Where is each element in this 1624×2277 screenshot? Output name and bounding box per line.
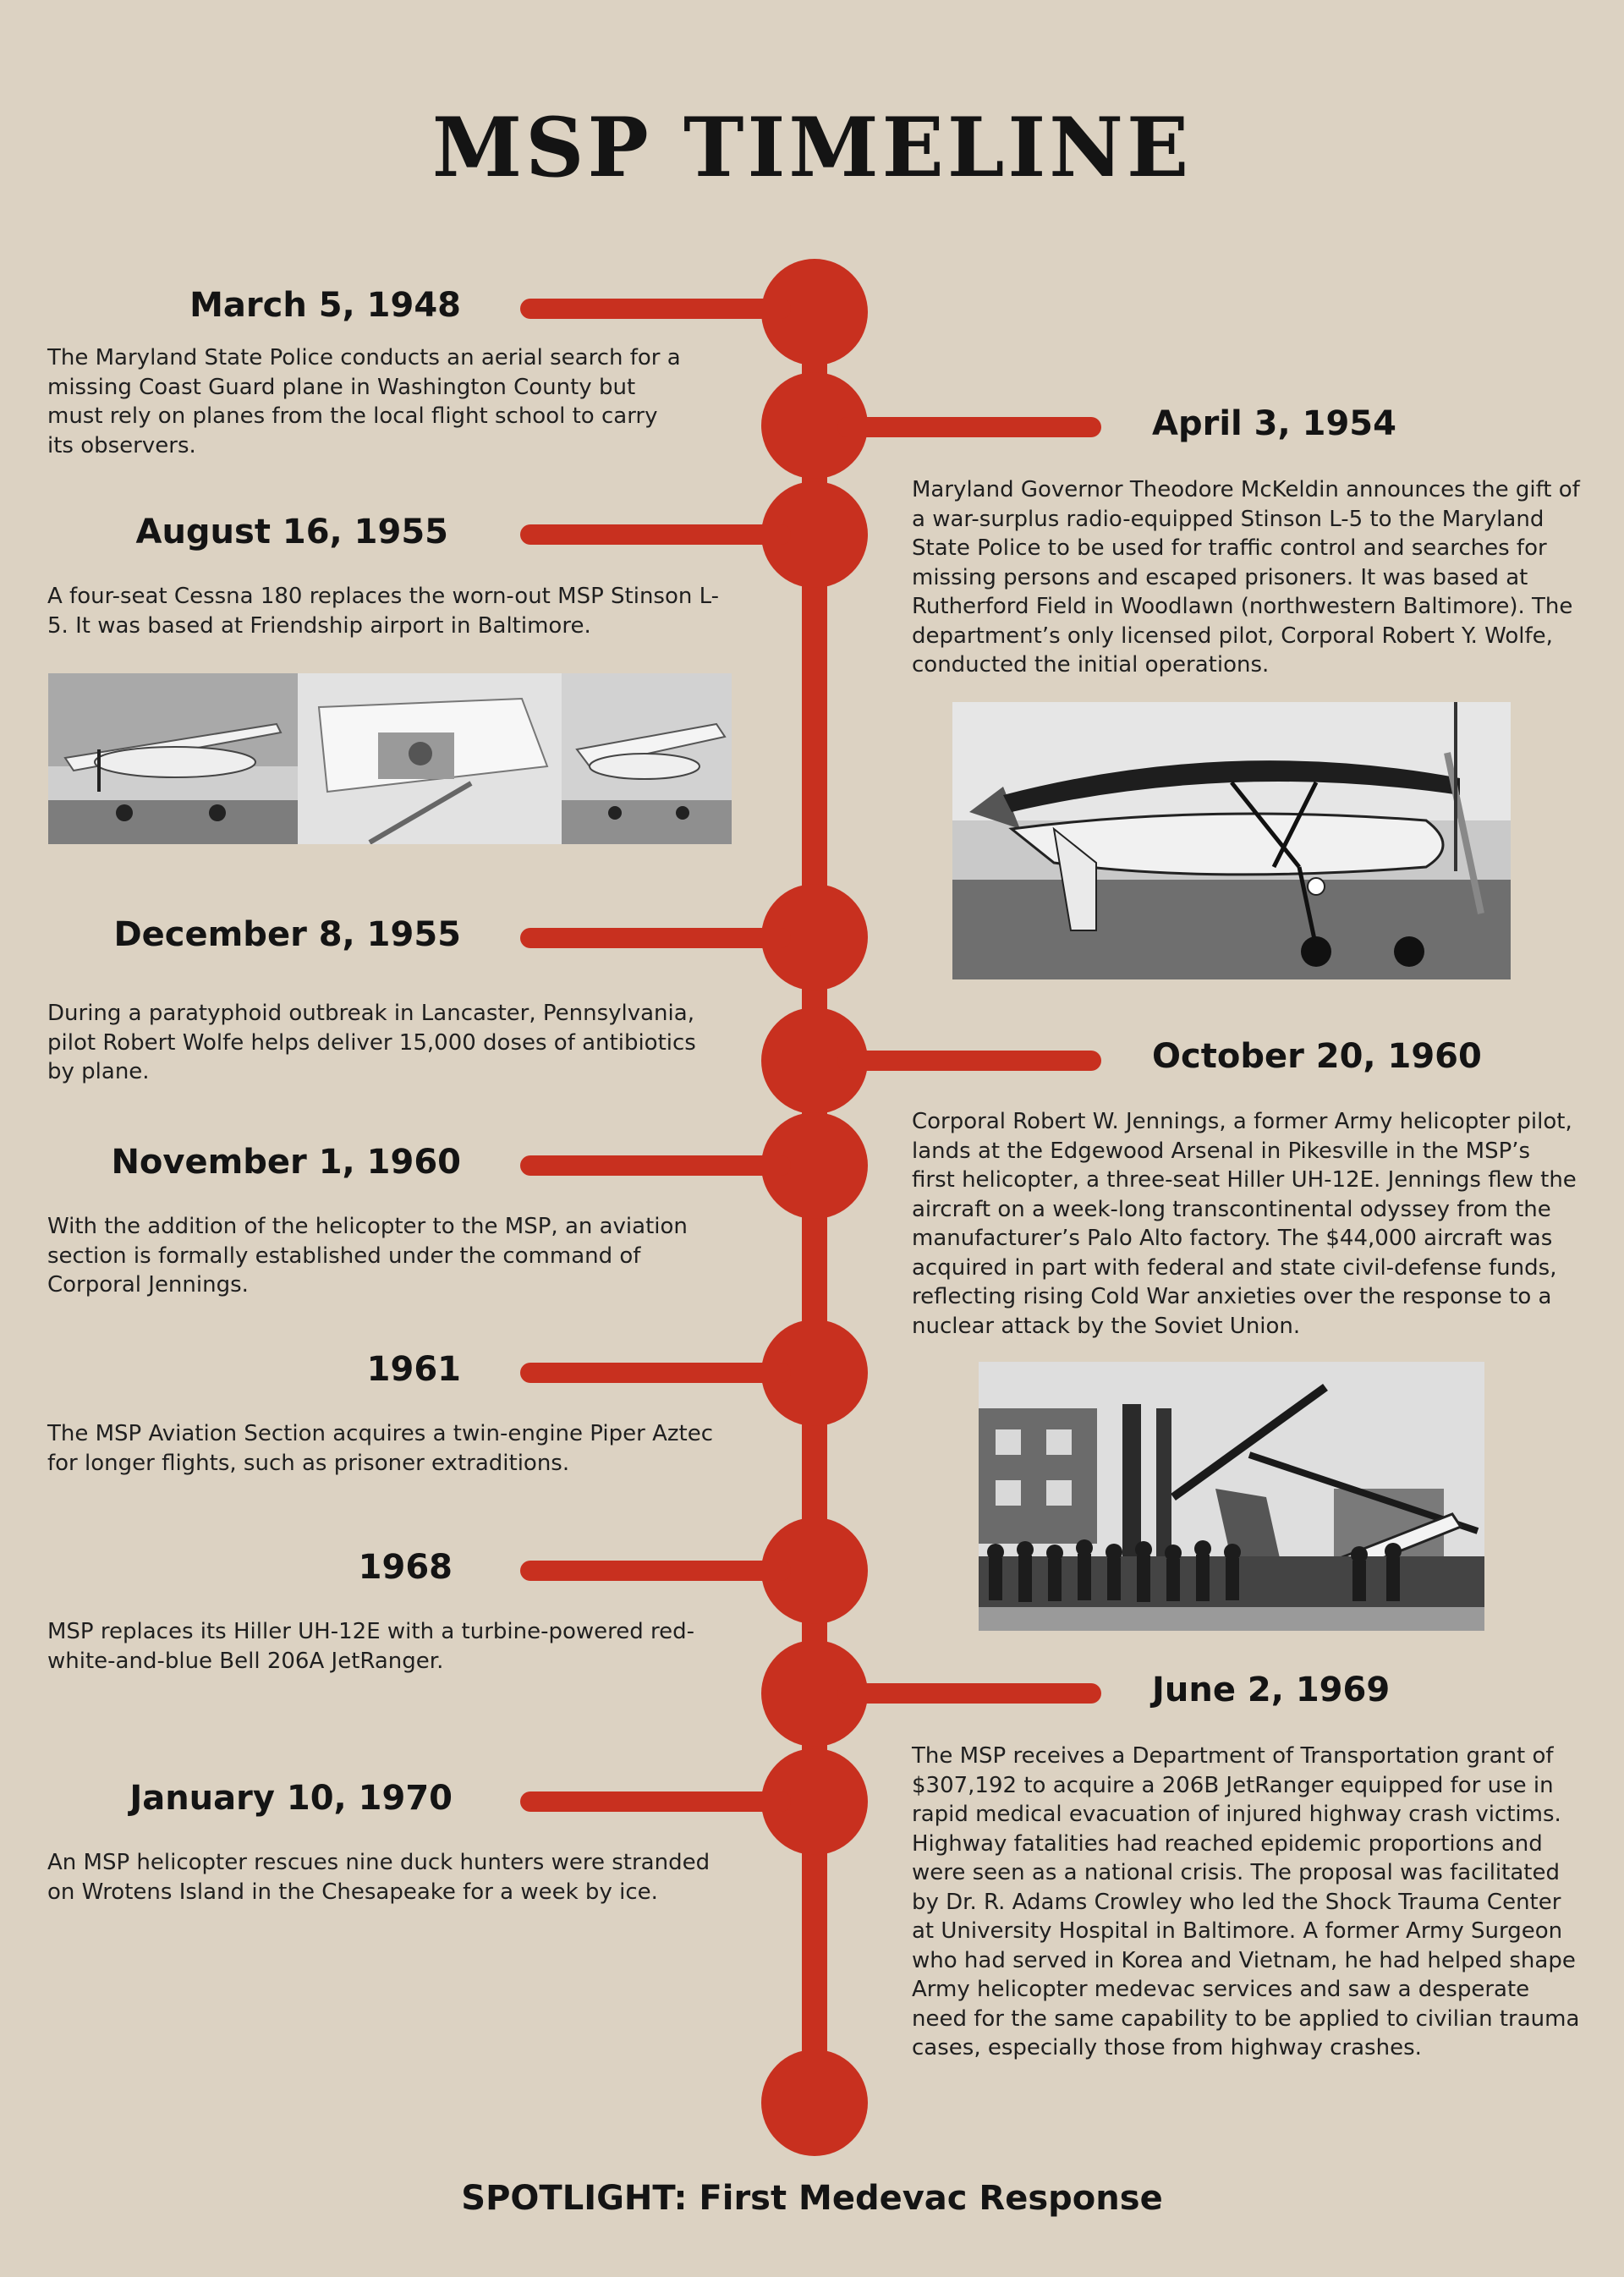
event-description: The MSP Aviation Section acquires a twin-engine Piper Aztec for longer flights, such as prisoner extraditions. bbox=[47, 1421, 713, 1476]
event-description: Corporal Robert W. Jennings, a former Army helicopter pilot, lands at the Edgewood Arsenal in Pikesville in the MSP’s first helicopter, a three-seat Hiller UH-12E. Jennings flew the aircraft on a week-long transcontinental odyssey from the manufacturer’s Palo Alto factory. The $44,000 aircraft was acquired in part with federal and state civil-defense funds, reflecting rising Cold War anxieties over the response to a nuclear attack by the Soviet Union. bbox=[912, 1109, 1577, 1339]
cessna-photo-strip bbox=[48, 673, 732, 844]
connector-left bbox=[520, 299, 791, 319]
hiller-helicopter-photo bbox=[979, 1362, 1484, 1631]
event-date: 1968 bbox=[358, 1548, 453, 1587]
event-description: Maryland Governor Theodore McKeldin announces the gift of a war-surplus radio-equipped Stinson L-5 to the Maryland State Police to be used for traffic control and searches for missing persons and escaped prisoners. It was based at Rutherford Field in Woodlawn (northwestern Baltimore). The department’s only licensed pilot, Corporal Robert Y. Wolfe, conducted the initial operations. bbox=[912, 477, 1580, 678]
stinson-l5-photo bbox=[952, 702, 1511, 979]
connector-right bbox=[837, 1683, 1101, 1704]
event-date: December 8, 1955 bbox=[113, 915, 461, 954]
event-date: January 10, 1970 bbox=[129, 1779, 453, 1818]
connector-left bbox=[520, 1561, 791, 1581]
connector-left bbox=[520, 524, 791, 545]
event-date: 1961 bbox=[366, 1350, 461, 1389]
connector-left bbox=[520, 928, 791, 948]
event-date: June 2, 1969 bbox=[1152, 1671, 1391, 1709]
event-description: A four-seat Cessna 180 replaces the worn-out MSP Stinson L-5. It was based at Friendship airport in Baltimore. bbox=[47, 584, 720, 639]
connector-left bbox=[520, 1363, 791, 1383]
event-description: MSP replaces its Hiller UH-12E with a turbine-powered red-white-and-blue Bell 206A JetRanger. bbox=[47, 1619, 695, 1674]
event-date: October 20, 1960 bbox=[1152, 1037, 1482, 1076]
event-date: August 16, 1955 bbox=[135, 513, 448, 551]
connector-left bbox=[520, 1791, 791, 1812]
event-description: The MSP receives a Department of Transportation grant of $307,192 to acquire a 206B JetRanger equipped for use in rapid medical evacuation of injured highway crash victims. Highway fatalities had reached epidemic proportions and were seen as a national crisis. The proposal was facilitated by Dr. R. Adams Crowley who led the Shock Trauma Center at University Hospital in Baltimore. A former Army Surgeon who had served in Korea and Vietnam, he had helped shape Army helicopter medevac services and saw a desperate need for the same capability to be applied to civilian trauma cases, especially those from highway crashes. bbox=[912, 1743, 1580, 2060]
spotlight-heading: SPOTLIGHT: First Medevac Response bbox=[461, 2179, 1163, 2218]
timeline-node-end bbox=[761, 2049, 868, 2156]
event-description: An MSP helicopter rescues nine duck hunters were stranded on Wrotens Island in the Chesapeake for a week by ice. bbox=[47, 1850, 710, 1905]
event-date: March 5, 1948 bbox=[189, 286, 461, 325]
connector-right bbox=[837, 1051, 1101, 1071]
connector-left bbox=[520, 1155, 791, 1176]
event-description: With the addition of the helicopter to the MSP, an aviation section is formally established under the command of Corporal Jennings. bbox=[47, 1214, 688, 1298]
event-date: November 1, 1960 bbox=[111, 1143, 461, 1182]
event-description: During a paratyphoid outbreak in Lancaster, Pennsylvania, pilot Robert Wolfe helps deliver 15,000 doses of antibiotics by plane. bbox=[47, 1001, 696, 1084]
connector-right bbox=[837, 417, 1101, 437]
page-title: MSP TIMELINE bbox=[431, 100, 1193, 195]
event-date: April 3, 1954 bbox=[1152, 404, 1396, 443]
event-description: The Maryland State Police conducts an aerial search for a missing Coast Guard plane in Washington County but must rely on planes from the local flight school to carry its observers. bbox=[47, 345, 681, 458]
